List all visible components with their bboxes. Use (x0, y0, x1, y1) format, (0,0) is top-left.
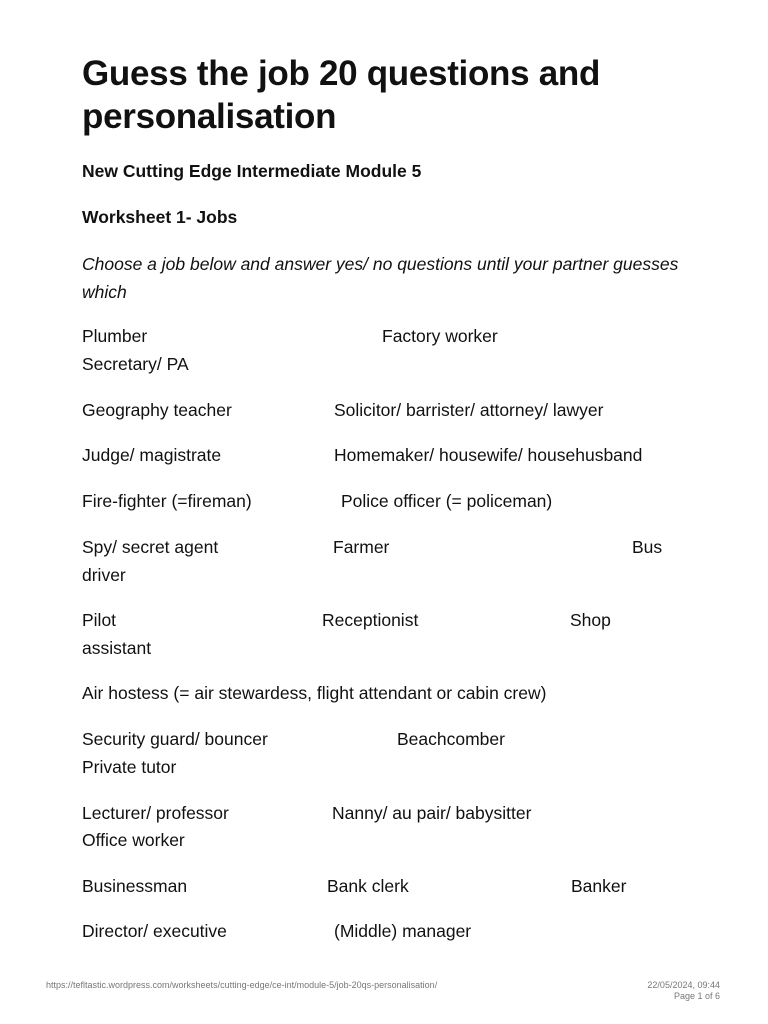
job-item: Police officer (= policeman) (341, 491, 553, 511)
job-item: Air hostess (= air stewardess, flight attendant or cabin crew) (82, 683, 547, 703)
job-item: Receptionist (322, 610, 419, 630)
job-item: Private tutor (82, 757, 177, 777)
job-item: Banker (571, 876, 627, 896)
job-item: Pilot (82, 610, 117, 630)
worksheet-heading: Worksheet 1- Jobs (82, 207, 238, 227)
job-item: Solicitor/ barrister/ attorney/ lawyer (334, 400, 604, 420)
subtitle: New Cutting Edge Intermediate Module 5 (82, 161, 422, 181)
job-item: Plumber (82, 326, 148, 346)
job-item: Businessman (82, 876, 188, 896)
job-item: Spy/ secret agent (82, 537, 219, 557)
job-item: assistant (82, 638, 152, 658)
footer-page-number: Page 1 of 6 (673, 991, 720, 1001)
job-item: Fire-fighter (=fireman) (82, 491, 252, 511)
job-item: Factory worker (382, 326, 498, 346)
job-item: Shop (570, 610, 611, 630)
job-item: Homemaker/ housewife/ househusband (334, 445, 643, 465)
page-title: Guess the job 20 questions and personalisation (82, 54, 601, 136)
job-item: Lecturer/ professor (82, 803, 229, 823)
job-item: Security guard/ bouncer (82, 729, 268, 749)
job-item: Geography teacher (82, 400, 232, 420)
instructions: Choose a job below and answer yes/ no questions until your partner guesses which (82, 254, 679, 302)
job-item: Director/ executive (82, 921, 227, 941)
footer-timestamp: 22/05/2024, 09:44 (647, 980, 720, 990)
job-item: Judge/ magistrate (82, 445, 222, 465)
job-item: Office worker (82, 830, 185, 850)
job-item: Nanny/ au pair/ babysitter (332, 803, 532, 823)
job-item: Secretary/ PA (82, 354, 189, 374)
footer-url[interactable]: https://tefltastic.wordpress.com/worksheets/cutting-edge/ce-int/module-5/job-20qs-personalisation/ (46, 980, 438, 990)
job-item: Beachcomber (397, 729, 505, 749)
job-item: Bus (632, 537, 663, 557)
job-item: (Middle) manager (334, 921, 472, 941)
job-item: driver (82, 565, 126, 585)
job-item: Farmer (333, 537, 390, 557)
job-item: Bank clerk (327, 876, 409, 896)
